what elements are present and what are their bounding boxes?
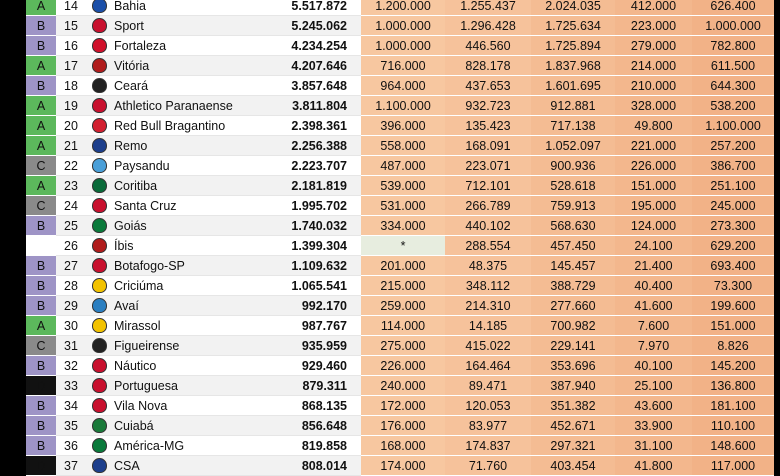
value-cell: 174.837 [445, 436, 531, 456]
team-name: Vitória [112, 56, 252, 76]
value-cell: 1.725.634 [531, 16, 615, 36]
value-cell: 145.200 [692, 356, 774, 376]
club-crest-icon [92, 438, 107, 453]
value-cell: 1.200.000 [361, 0, 445, 16]
crest-cell [86, 56, 112, 76]
crest-cell [86, 276, 112, 296]
value-cell: 353.696 [531, 356, 615, 376]
team-name: Avaí [112, 296, 252, 316]
value-cell: 41.800 [615, 456, 692, 476]
crest-cell [86, 76, 112, 96]
value-cell: 1.000.000 [692, 16, 774, 36]
ranking-table [26, 0, 774, 476]
value-cell: 446.560 [445, 36, 531, 56]
value-cell: 396.000 [361, 116, 445, 136]
crest-cell [86, 116, 112, 136]
total-value: 1.065.541 [252, 276, 361, 296]
value-cell: 164.464 [445, 356, 531, 376]
division-badge: A [26, 176, 56, 196]
value-cell: 782.800 [692, 36, 774, 56]
club-crest-icon [92, 378, 107, 393]
table-row [26, 136, 774, 156]
value-cell: 257.200 [692, 136, 774, 156]
team-name: Botafogo-SP [112, 256, 252, 276]
value-cell: 25.100 [615, 376, 692, 396]
value-cell: 932.723 [445, 96, 531, 116]
division-badge: B [26, 76, 56, 96]
rank-cell: 22 [56, 156, 86, 176]
rank-cell: 36 [56, 436, 86, 456]
value-cell: 403.454 [531, 456, 615, 476]
team-name: Criciúma [112, 276, 252, 296]
value-cell: 539.000 [361, 176, 445, 196]
value-cell: 964.000 [361, 76, 445, 96]
total-value: 2.181.819 [252, 176, 361, 196]
division-badge [26, 236, 56, 256]
value-cell: 148.600 [692, 436, 774, 456]
value-cell: 214.310 [445, 296, 531, 316]
value-cell: 8.826 [692, 336, 774, 356]
team-name: Fortaleza [112, 36, 252, 56]
value-cell: 226.000 [361, 356, 445, 376]
club-crest-icon [92, 298, 107, 313]
division-badge: B [26, 36, 56, 56]
value-cell: 457.450 [531, 236, 615, 256]
club-crest-icon [92, 178, 107, 193]
value-cell: 1.725.894 [531, 36, 615, 56]
value-cell: 7.970 [615, 336, 692, 356]
value-cell: 199.600 [692, 296, 774, 316]
table-row [26, 436, 774, 456]
value-cell: 40.100 [615, 356, 692, 376]
value-cell: 174.000 [361, 456, 445, 476]
rank-cell: 37 [56, 456, 86, 476]
value-cell: 759.913 [531, 196, 615, 216]
club-crest-icon [92, 78, 107, 93]
value-cell: 124.000 [615, 216, 692, 236]
value-cell: 412.000 [615, 0, 692, 16]
value-cell: 195.000 [615, 196, 692, 216]
value-cell: 1.100.000 [361, 96, 445, 116]
division-badge: B [26, 276, 56, 296]
total-value: 868.135 [252, 396, 361, 416]
team-name: Remo [112, 136, 252, 156]
table-row [26, 236, 774, 256]
club-crest-icon [92, 118, 107, 133]
value-cell: 1.296.428 [445, 16, 531, 36]
division-badge: B [26, 416, 56, 436]
table-row [26, 416, 774, 436]
rank-cell: 24 [56, 196, 86, 216]
value-cell: 693.400 [692, 256, 774, 276]
division-badge: B [26, 216, 56, 236]
table-row [26, 296, 774, 316]
rank-cell: 35 [56, 416, 86, 436]
value-cell: 644.300 [692, 76, 774, 96]
value-cell: 120.053 [445, 396, 531, 416]
value-cell: 273.300 [692, 216, 774, 236]
rank-cell: 20 [56, 116, 86, 136]
club-crest-icon [92, 278, 107, 293]
table-row [26, 336, 774, 356]
value-cell: 223.071 [445, 156, 531, 176]
team-name: Portuguesa [112, 376, 252, 396]
value-cell: 487.000 [361, 156, 445, 176]
table-row [26, 116, 774, 136]
value-cell: 568.630 [531, 216, 615, 236]
crest-cell [86, 256, 112, 276]
value-cell: 277.660 [531, 296, 615, 316]
value-cell: 176.000 [361, 416, 445, 436]
total-value: 3.857.648 [252, 76, 361, 96]
value-cell: 558.000 [361, 136, 445, 156]
crest-cell [86, 296, 112, 316]
value-cell: 181.100 [692, 396, 774, 416]
value-cell: 1.000.000 [361, 36, 445, 56]
crest-cell [86, 316, 112, 336]
team-name: Paysandu [112, 156, 252, 176]
value-cell: 700.982 [531, 316, 615, 336]
team-name: Goiás [112, 216, 252, 236]
total-value: 2.398.361 [252, 116, 361, 136]
rank-cell: 16 [56, 36, 86, 56]
total-value: 935.959 [252, 336, 361, 356]
value-cell: 41.600 [615, 296, 692, 316]
value-cell: 201.000 [361, 256, 445, 276]
team-name: Mirassol [112, 316, 252, 336]
crest-cell [86, 456, 112, 476]
rank-cell: 31 [56, 336, 86, 356]
value-cell: 145.457 [531, 256, 615, 276]
value-cell: 49.800 [615, 116, 692, 136]
team-name: CSA [112, 456, 252, 476]
value-cell: 215.000 [361, 276, 445, 296]
value-cell: 712.101 [445, 176, 531, 196]
division-badge: A [26, 136, 56, 156]
division-badge: B [26, 356, 56, 376]
value-cell: * [361, 236, 445, 256]
value-cell: 221.000 [615, 136, 692, 156]
crest-cell [86, 436, 112, 456]
value-cell: 168.000 [361, 436, 445, 456]
value-cell: 1.255.437 [445, 0, 531, 16]
division-badge: D [26, 376, 56, 396]
total-value: 3.811.804 [252, 96, 361, 116]
value-cell: 40.400 [615, 276, 692, 296]
crest-cell [86, 416, 112, 436]
club-crest-icon [92, 0, 107, 13]
value-cell: 89.471 [445, 376, 531, 396]
division-badge: A [26, 96, 56, 116]
table-row [26, 396, 774, 416]
value-cell: 1.100.000 [692, 116, 774, 136]
value-cell: 452.671 [531, 416, 615, 436]
total-value: 4.234.254 [252, 36, 361, 56]
value-cell: 538.200 [692, 96, 774, 116]
club-crest-icon [92, 238, 107, 253]
crest-cell [86, 0, 112, 16]
value-cell: 21.400 [615, 256, 692, 276]
total-value: 1.995.702 [252, 196, 361, 216]
value-cell: 24.100 [615, 236, 692, 256]
club-crest-icon [92, 158, 107, 173]
rank-cell: 33 [56, 376, 86, 396]
club-crest-icon [92, 18, 107, 33]
rank-cell: 25 [56, 216, 86, 236]
total-value: 856.648 [252, 416, 361, 436]
value-cell: 251.100 [692, 176, 774, 196]
total-value: 1.740.032 [252, 216, 361, 236]
value-cell: 151.000 [692, 316, 774, 336]
club-crest-icon [92, 218, 107, 233]
value-cell: 2.024.035 [531, 0, 615, 16]
value-cell: 348.112 [445, 276, 531, 296]
value-cell: 31.100 [615, 436, 692, 456]
crest-cell [86, 356, 112, 376]
value-cell: 531.000 [361, 196, 445, 216]
division-badge: A [26, 116, 56, 136]
value-cell: 83.977 [445, 416, 531, 436]
crest-cell [86, 336, 112, 356]
table-row [26, 76, 774, 96]
value-cell: 288.554 [445, 236, 531, 256]
value-cell: 828.178 [445, 56, 531, 76]
team-name: Cuiabá [112, 416, 252, 436]
total-value: 992.170 [252, 296, 361, 316]
rank-cell: 34 [56, 396, 86, 416]
value-cell: 245.000 [692, 196, 774, 216]
table-body [26, 0, 774, 476]
value-cell: 168.091 [445, 136, 531, 156]
crest-cell [86, 396, 112, 416]
value-cell: 900.936 [531, 156, 615, 176]
value-cell: 33.900 [615, 416, 692, 436]
team-name: Íbis [112, 236, 252, 256]
table-row [26, 256, 774, 276]
value-cell: 415.022 [445, 336, 531, 356]
rank-cell: 15 [56, 16, 86, 36]
total-value: 1.109.632 [252, 256, 361, 276]
value-cell: 223.000 [615, 16, 692, 36]
value-cell: 1.052.097 [531, 136, 615, 156]
value-cell: 351.382 [531, 396, 615, 416]
table-row [26, 356, 774, 376]
rank-cell: 27 [56, 256, 86, 276]
team-name: Red Bull Bragantino [112, 116, 252, 136]
value-cell: 48.375 [445, 256, 531, 276]
value-cell: 1.601.695 [531, 76, 615, 96]
total-value: 2.223.707 [252, 156, 361, 176]
table-row [26, 456, 774, 476]
table-row [26, 216, 774, 236]
rank-cell: 18 [56, 76, 86, 96]
total-value: 929.460 [252, 356, 361, 376]
division-badge: C [26, 336, 56, 356]
team-name: Coritiba [112, 176, 252, 196]
value-cell: 229.141 [531, 336, 615, 356]
club-crest-icon [92, 458, 107, 473]
value-cell: 14.185 [445, 316, 531, 336]
total-value: 987.767 [252, 316, 361, 336]
division-badge: B [26, 436, 56, 456]
club-crest-icon [92, 318, 107, 333]
value-cell: 136.800 [692, 376, 774, 396]
total-value: 2.256.388 [252, 136, 361, 156]
rank-cell: 14 [56, 0, 86, 16]
rank-cell: 23 [56, 176, 86, 196]
value-cell: 151.000 [615, 176, 692, 196]
table-row [26, 96, 774, 116]
crest-cell [86, 156, 112, 176]
division-badge: B [26, 16, 56, 36]
team-name: Sport [112, 16, 252, 36]
value-cell: 71.760 [445, 456, 531, 476]
team-name: Náutico [112, 356, 252, 376]
rank-cell: 30 [56, 316, 86, 336]
value-cell: 117.000 [692, 456, 774, 476]
club-crest-icon [92, 258, 107, 273]
table-row [26, 376, 774, 396]
value-cell: 240.000 [361, 376, 445, 396]
total-value: 5.245.062 [252, 16, 361, 36]
club-crest-icon [92, 38, 107, 53]
value-cell: 214.000 [615, 56, 692, 76]
total-value: 1.399.304 [252, 236, 361, 256]
value-cell: 1.837.968 [531, 56, 615, 76]
value-cell: 297.321 [531, 436, 615, 456]
total-value: 4.207.646 [252, 56, 361, 76]
value-cell: 43.600 [615, 396, 692, 416]
rank-cell: 28 [56, 276, 86, 296]
crest-cell [86, 216, 112, 236]
value-cell: 266.789 [445, 196, 531, 216]
club-crest-icon [92, 138, 107, 153]
crest-cell [86, 176, 112, 196]
table-row [26, 316, 774, 336]
division-badge: A [26, 0, 56, 16]
division-badge: D [26, 456, 56, 476]
value-cell: 528.618 [531, 176, 615, 196]
value-cell: 172.000 [361, 396, 445, 416]
table-row [26, 196, 774, 216]
value-cell: 626.400 [692, 0, 774, 16]
value-cell: 275.000 [361, 336, 445, 356]
division-badge: B [26, 296, 56, 316]
value-cell: 388.729 [531, 276, 615, 296]
team-name: Figueirense [112, 336, 252, 356]
rank-cell: 17 [56, 56, 86, 76]
team-name: América-MG [112, 436, 252, 456]
value-cell: 110.100 [692, 416, 774, 436]
value-cell: 259.000 [361, 296, 445, 316]
team-name: Athletico Paranaense [112, 96, 252, 116]
value-cell: 226.000 [615, 156, 692, 176]
club-crest-icon [92, 98, 107, 113]
table-row [26, 156, 774, 176]
club-crest-icon [92, 198, 107, 213]
crest-cell [86, 236, 112, 256]
value-cell: 1.000.000 [361, 16, 445, 36]
value-cell: 611.500 [692, 56, 774, 76]
rank-cell: 21 [56, 136, 86, 156]
total-value: 808.014 [252, 456, 361, 476]
division-badge: B [26, 256, 56, 276]
total-value: 5.517.872 [252, 0, 361, 16]
value-cell: 114.000 [361, 316, 445, 336]
crest-cell [86, 376, 112, 396]
division-badge: B [26, 396, 56, 416]
value-cell: 73.300 [692, 276, 774, 296]
total-value: 819.858 [252, 436, 361, 456]
total-value: 879.311 [252, 376, 361, 396]
value-cell: 386.700 [692, 156, 774, 176]
team-name: Vila Nova [112, 396, 252, 416]
value-cell: 279.000 [615, 36, 692, 56]
rank-cell: 19 [56, 96, 86, 116]
table-row [26, 36, 774, 56]
team-name: Bahia [112, 0, 252, 16]
value-cell: 7.600 [615, 316, 692, 336]
division-badge: C [26, 156, 56, 176]
team-name: Ceará [112, 76, 252, 96]
club-crest-icon [92, 358, 107, 373]
table-row [26, 276, 774, 296]
club-crest-icon [92, 338, 107, 353]
value-cell: 437.653 [445, 76, 531, 96]
crest-cell [86, 16, 112, 36]
value-cell: 440.102 [445, 216, 531, 236]
team-name: Santa Cruz [112, 196, 252, 216]
division-badge: A [26, 56, 56, 76]
rank-cell: 29 [56, 296, 86, 316]
value-cell: 387.940 [531, 376, 615, 396]
rank-cell: 32 [56, 356, 86, 376]
club-crest-icon [92, 418, 107, 433]
value-cell: 334.000 [361, 216, 445, 236]
crest-cell [86, 36, 112, 56]
value-cell: 135.423 [445, 116, 531, 136]
division-badge: C [26, 196, 56, 216]
value-cell: 328.000 [615, 96, 692, 116]
value-cell: 629.200 [692, 236, 774, 256]
value-cell: 210.000 [615, 76, 692, 96]
value-cell: 717.138 [531, 116, 615, 136]
table-row [26, 56, 774, 76]
table-row [26, 176, 774, 196]
club-crest-icon [92, 398, 107, 413]
rank-cell: 26 [56, 236, 86, 256]
crest-cell [86, 196, 112, 216]
crest-cell [86, 96, 112, 116]
crest-cell [86, 136, 112, 156]
value-cell: 912.881 [531, 96, 615, 116]
club-crest-icon [92, 58, 107, 73]
table-row [26, 16, 774, 36]
table-row [26, 0, 774, 16]
division-badge: A [26, 316, 56, 336]
value-cell: 716.000 [361, 56, 445, 76]
